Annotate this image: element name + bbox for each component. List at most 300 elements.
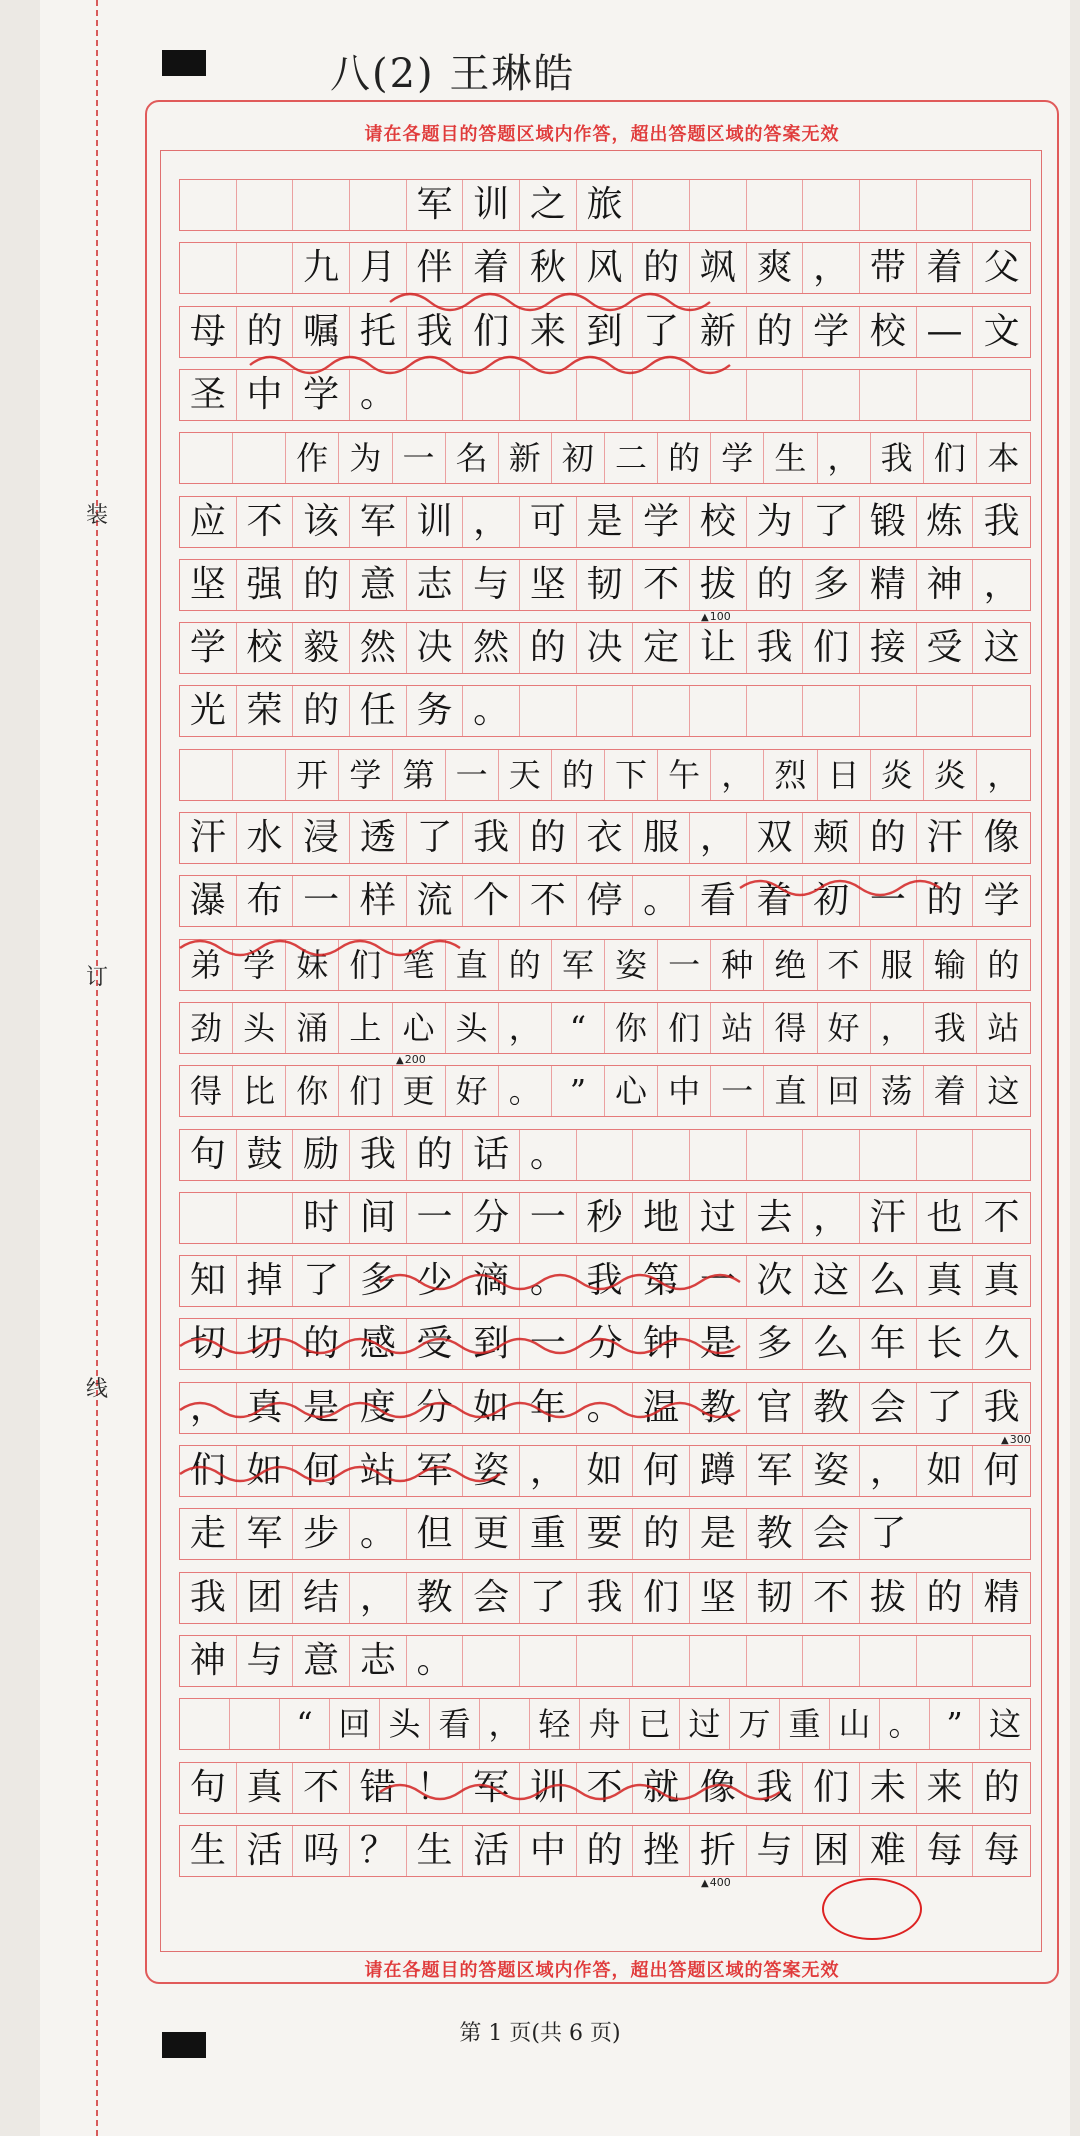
essay-cell: 教 (407, 1573, 464, 1623)
essay-cell: 团 (237, 1573, 294, 1623)
essay-cell: ， (803, 1193, 860, 1243)
binding-word-xian: 线 (85, 1377, 108, 1402)
essay-cell: 不 (577, 1763, 634, 1813)
essay-cell: 文 (983, 310, 1020, 352)
essay-cell: 万 (730, 1699, 780, 1749)
essay-cell: 温 (633, 1383, 690, 1433)
essay-cell (803, 180, 860, 230)
essay-cell: 了 (520, 1573, 577, 1623)
essay-cell: 布 (237, 876, 294, 926)
essay-cell (180, 1699, 230, 1749)
essay-cell: 如 (237, 1446, 294, 1496)
essay-cell: 。 (499, 1066, 552, 1116)
essay-cell: 要 (577, 1509, 634, 1559)
essay-cell: 初 (803, 876, 860, 926)
essay-cell: 午 (658, 750, 711, 800)
essay-cell: 意 (350, 560, 407, 610)
essay-cell (803, 370, 860, 420)
essay-cell: 比 (233, 1066, 286, 1116)
essay-cell: ， (350, 1573, 407, 1623)
essay-row (179, 1762, 1031, 1814)
essay-cell: 坚 (690, 1573, 747, 1623)
essay-cell: 真 (237, 1763, 294, 1813)
essay-cell: 弟 (180, 940, 233, 990)
essay-cell (633, 370, 690, 420)
essay-cell: 分 (407, 1383, 464, 1433)
essay-cell: 开 (286, 750, 339, 800)
essay-cell: 年 (860, 1319, 917, 1369)
essay-cell: 生 (180, 1826, 237, 1876)
essay-cell: 作 (286, 433, 339, 483)
essay-cell: 们 (803, 1763, 860, 1813)
essay-cell: 的 (499, 940, 552, 990)
essay-cell: 切 (237, 1319, 294, 1369)
essay-cell: 们 (924, 433, 977, 483)
essay-cell: 少 (407, 1256, 464, 1306)
essay-cell: 训 (407, 497, 464, 547)
essay-cell: 了 (870, 1513, 907, 1555)
essay-cell: 的 (407, 1130, 464, 1180)
essay-cell: 受 (917, 623, 974, 673)
essay-row (179, 685, 1031, 737)
essay-cell: 好 (446, 1066, 499, 1116)
essay-cell: 感 (350, 1319, 407, 1369)
essay-cell: 难 (860, 1826, 917, 1876)
essay-row (179, 1635, 1031, 1687)
top-answer-notice: 请在各题目的答题区域内作答，超出答题区域的答案无效 (364, 124, 840, 145)
essay-cell: 颊 (803, 813, 860, 863)
essay-cell: 。 (633, 876, 690, 926)
essay-cell: 真 (983, 1260, 1020, 1302)
essay-cell: 风 (577, 243, 634, 293)
essay-cell (237, 243, 294, 293)
word-count-marker: ▲ 400 (701, 1876, 731, 1889)
essay-cell: 心 (393, 1003, 446, 1053)
essay-cell: 得 (764, 1003, 817, 1053)
essay-row (179, 812, 1031, 864)
essay-cell: 一 (520, 1319, 577, 1369)
essay-cell: 们 (463, 307, 520, 357)
essay-cell: 过 (680, 1699, 730, 1749)
essay-cell: 如 (463, 1383, 520, 1433)
essay-cell: 步 (293, 1509, 350, 1559)
essay-cell: 服 (871, 940, 924, 990)
essay-cell (180, 433, 233, 483)
essay-cell: 间 (350, 1193, 407, 1243)
essay-cell (917, 180, 974, 230)
essay-cell: 如 (577, 1446, 634, 1496)
essay-cell: 么 (803, 1319, 860, 1369)
essay-cell: 学 (633, 497, 690, 547)
essay-cell: 与 (463, 560, 520, 610)
essay-cell: 的 (293, 686, 350, 736)
essay-cell: 神 (180, 1636, 237, 1686)
essay-cell: 之 (520, 180, 577, 230)
essay-cell: 荣 (237, 686, 294, 736)
essay-row (179, 1065, 1031, 1117)
essay-cell (293, 180, 350, 230)
essay-row (179, 242, 1031, 294)
essay-cell: 多 (350, 1256, 407, 1306)
essay-cell: 双 (747, 813, 804, 863)
essay-cell (917, 1636, 974, 1686)
essay-cell: 。 (350, 370, 407, 420)
essay-cell: 吗 (293, 1826, 350, 1876)
essay-row (179, 1129, 1031, 1181)
essay-cell: 一 (393, 433, 446, 483)
essay-cell: 该 (293, 497, 350, 547)
essay-cell: 一 (446, 750, 499, 800)
essay-cell: 轻 (530, 1699, 580, 1749)
essay-cell: 我 (747, 623, 804, 673)
essay-cell: 一 (658, 940, 711, 990)
essay-cell: 们 (339, 1066, 392, 1116)
essay-cell: 会 (463, 1573, 520, 1623)
essay-cell: 。 (350, 1509, 407, 1559)
essay-cell: 的 (860, 813, 917, 863)
essay-cell: 更 (393, 1066, 446, 1116)
essay-cell: 新 (499, 433, 552, 483)
essay-cell (233, 433, 286, 483)
essay-cell: 学 (233, 940, 286, 990)
essay-cell: 父 (983, 247, 1020, 289)
essay-cell: 新 (690, 307, 747, 357)
essay-cell: 烈 (764, 750, 817, 800)
essay-cell: 不 (237, 497, 294, 547)
essay-cell: 中 (237, 370, 294, 420)
essay-cell: 精 (983, 1576, 1020, 1618)
essay-cell: 们 (633, 1573, 690, 1623)
essay-row (179, 1318, 1031, 1370)
essay-cell: 托 (350, 307, 407, 357)
essay-cell: 军 (463, 1763, 520, 1813)
essay-cell (350, 180, 407, 230)
essay-cell: 中 (658, 1066, 711, 1116)
essay-cell: 的 (747, 560, 804, 610)
essay-cell: 重 (780, 1699, 830, 1749)
essay-cell: 一 (407, 1193, 464, 1243)
essay-cell: 切 (180, 1319, 237, 1369)
essay-cell (747, 1636, 804, 1686)
essay-cell (917, 686, 974, 736)
essay-cell: 汗 (860, 1193, 917, 1243)
essay-cell (180, 180, 237, 230)
essay-cell: 不 (983, 1196, 1020, 1238)
essay-cell (690, 686, 747, 736)
essay-cell (577, 1636, 634, 1686)
essay-cell: 军 (747, 1446, 804, 1496)
essay-cell: 着 (917, 243, 974, 293)
essay-cell: 官 (747, 1383, 804, 1433)
essay-cell: ， (871, 1003, 924, 1053)
essay-cell: 何 (633, 1446, 690, 1496)
essay-cell: 拔 (860, 1573, 917, 1623)
essay-row (179, 559, 1031, 611)
essay-cell: 着 (924, 1066, 977, 1116)
essay-cell: 拔 (690, 560, 747, 610)
essay-cell: 军 (552, 940, 605, 990)
essay-cell: 错 (350, 1763, 407, 1813)
essay-cell: 么 (860, 1256, 917, 1306)
essay-cell: 劲 (180, 1003, 233, 1053)
student-name-heading: 八(2) 王琳皓 (330, 51, 576, 97)
essay-cell: 我 (180, 1573, 237, 1623)
essay-cell: 但 (407, 1509, 464, 1559)
essay-cell: 会 (803, 1509, 860, 1559)
essay-cell: 下 (605, 750, 658, 800)
essay-cell: 初 (552, 433, 605, 483)
essay-cell: 精 (860, 560, 917, 610)
essay-cell: 应 (180, 497, 237, 547)
essay-cell: 姿 (605, 940, 658, 990)
essay-cell: 我 (983, 500, 1020, 542)
essay-cell: ， (180, 1383, 237, 1433)
essay-cell: 的 (520, 813, 577, 863)
essay-cell: 来 (917, 1763, 974, 1813)
essay-cell: 们 (180, 1446, 237, 1496)
essay-cell: ， (463, 497, 520, 547)
essay-cell: 们 (658, 1003, 711, 1053)
word-count-marker: ▲ 200 (396, 1053, 426, 1066)
essay-row (179, 496, 1031, 548)
essay-cell: 九 (293, 243, 350, 293)
essay-cell: 句 (180, 1130, 237, 1180)
essay-cell: 我 (350, 1130, 407, 1180)
essay-cell: 决 (407, 623, 464, 673)
essay-cell: 不 (803, 1573, 860, 1623)
essay-cell (633, 1130, 690, 1180)
essay-cell: 次 (747, 1256, 804, 1306)
essay-cell (803, 686, 860, 736)
essay-cell: 炎 (871, 750, 924, 800)
essay-cell: ， (983, 563, 1020, 605)
essay-cell: 飒 (690, 243, 747, 293)
essay-row (179, 1508, 1031, 1560)
essay-cell: 了 (407, 813, 464, 863)
essay-cell: 的 (747, 307, 804, 357)
essay-cell: 旅 (577, 180, 634, 230)
essay-cell: 分 (463, 1193, 520, 1243)
essay-cell: 山 (830, 1699, 880, 1749)
essay-cell: 直 (446, 940, 499, 990)
essay-cell: 每 (983, 1829, 1020, 1871)
essay-cell: 到 (463, 1319, 520, 1369)
essay-cell: 学 (983, 880, 1020, 922)
essay-cell: 一 (860, 876, 917, 926)
essay-cell (520, 1636, 577, 1686)
essay-cell: 走 (180, 1509, 237, 1559)
essay-cell: 定 (633, 623, 690, 673)
essay-cell: 多 (747, 1319, 804, 1369)
essay-cell (237, 1193, 294, 1243)
essay-cell: 的 (987, 945, 1020, 984)
essay-cell: ， (818, 433, 871, 483)
essay-cell: 透 (350, 813, 407, 863)
essay-cell: 我 (983, 1386, 1020, 1428)
correction-circle-mark (822, 1878, 922, 1940)
word-count-marker: ▲ 100 (701, 610, 731, 623)
essay-cell: 圣 (180, 370, 237, 420)
essay-cell (463, 1636, 520, 1686)
essay-cell: 是 (690, 1319, 747, 1369)
essay-cell (860, 1636, 917, 1686)
essay-cell: 你 (286, 1066, 339, 1116)
essay-cell: 更 (463, 1509, 520, 1559)
essay-cell (690, 370, 747, 420)
essay-cell: 炼 (917, 497, 974, 547)
word-count-marker: ▲ 300 (1001, 1433, 1031, 1446)
essay-cell: 输 (924, 940, 977, 990)
essay-cell: “ (552, 1003, 605, 1053)
essay-cell: 活 (463, 1826, 520, 1876)
essay-cell (973, 180, 1030, 230)
page-number: 第 1 页(共 6 页) (459, 2021, 621, 2046)
binding-word-ding: 订 (85, 965, 108, 990)
essay-cell: 折 (690, 1826, 747, 1876)
essay-cell: 汗 (180, 813, 237, 863)
essay-cell: 真 (237, 1383, 294, 1433)
essay-cell: 掉 (237, 1256, 294, 1306)
essay-cell: 天 (499, 750, 552, 800)
essay-cell: 受 (407, 1319, 464, 1369)
essay-cell: 锻 (860, 497, 917, 547)
essay-cell: 何 (293, 1446, 350, 1496)
essay-cell: 去 (747, 1193, 804, 1243)
essay-cell: 生 (764, 433, 817, 483)
essay-cell: ， (690, 813, 747, 863)
essay-cell: 韧 (747, 1573, 804, 1623)
essay-cell: 的 (552, 750, 605, 800)
essay-cell: ， (987, 755, 1020, 794)
essay-cell: 与 (747, 1826, 804, 1876)
essay-cell: 回 (330, 1699, 380, 1749)
essay-cell: ， (499, 1003, 552, 1053)
essay-cell: 接 (860, 623, 917, 673)
essay-cell: 蹲 (690, 1446, 747, 1496)
essay-cell: ” (930, 1699, 980, 1749)
essay-cell (973, 686, 1030, 736)
essay-cell: 过 (690, 1193, 747, 1243)
essay-cell: 个 (463, 876, 520, 926)
essay-cell: 也 (917, 1193, 974, 1243)
essay-cell (577, 686, 634, 736)
essay-cell (803, 1636, 860, 1686)
essay-cell: 这 (987, 1072, 1020, 1111)
essay-cell: 们 (339, 940, 392, 990)
essay-cell: 鼓 (237, 1130, 294, 1180)
essay-cell: 滴 (463, 1256, 520, 1306)
essay-cell: 的 (293, 1319, 350, 1369)
essay-cell: ， (860, 1446, 917, 1496)
essay-cell: 活 (237, 1826, 294, 1876)
essay-cell: 的 (917, 1573, 974, 1623)
essay-cell (917, 1130, 974, 1180)
essay-cell (860, 370, 917, 420)
essay-cell (973, 1636, 1030, 1686)
essay-cell (577, 1130, 634, 1180)
essay-row (179, 369, 1031, 421)
essay-cell: 站 (350, 1446, 407, 1496)
essay-cell: 这 (988, 1705, 1021, 1744)
essay-cell: 带 (860, 243, 917, 293)
essay-cell: 长 (917, 1319, 974, 1369)
essay-cell: 神 (917, 560, 974, 610)
essay-cell: 如 (917, 1446, 974, 1496)
essay-row (179, 622, 1031, 674)
essay-cell (230, 1699, 280, 1749)
essay-cell: 这 (803, 1256, 860, 1306)
essay-cell: 瀑 (180, 876, 237, 926)
essay-cell: 我 (577, 1573, 634, 1623)
essay-cell: 可 (520, 497, 577, 547)
essay-cell (973, 1130, 1030, 1180)
essay-cell: 像 (983, 817, 1020, 858)
essay-row (179, 1445, 1031, 1497)
essay-cell: 像 (690, 1763, 747, 1813)
essay-cell: 笔 (393, 940, 446, 990)
essay-cell: 的 (237, 307, 294, 357)
binding-word-zhuang: 装 (85, 503, 108, 528)
essay-cell: 停 (577, 876, 634, 926)
essay-cell: 重 (520, 1509, 577, 1559)
essay-cell: 伴 (407, 243, 464, 293)
essay-cell: 中 (520, 1826, 577, 1876)
essay-cell: 的 (293, 560, 350, 610)
essay-cell: 强 (237, 560, 294, 610)
top-registration-marker (162, 50, 206, 76)
essay-cell: 不 (633, 560, 690, 610)
essay-cell: 第 (393, 750, 446, 800)
essay-cell: 知 (180, 1256, 237, 1306)
essay-cell: 。 (463, 686, 520, 736)
essay-cell: 的 (658, 433, 711, 483)
essay-cell: 。 (880, 1699, 930, 1749)
essay-cell: 训 (463, 180, 520, 230)
essay-cell: 水 (237, 813, 294, 863)
essay-cell: 爽 (747, 243, 804, 293)
essay-cell (860, 180, 917, 230)
essay-cell: 服 (633, 813, 690, 863)
bottom-answer-notice: 请在各题目的答题区域内作答，超出答题区域的答案无效 (364, 1960, 840, 1981)
essay-cell: 学 (803, 307, 860, 357)
essay-cell: 决 (577, 623, 634, 673)
essay-cell: 。 (407, 1636, 464, 1686)
essay-cell: 军 (237, 1509, 294, 1559)
essay-cell (690, 1636, 747, 1686)
essay-cell: 毅 (293, 623, 350, 673)
essay-cell (520, 686, 577, 736)
essay-cell (633, 180, 690, 230)
essay-cell (407, 370, 464, 420)
essay-cell: 何 (983, 1450, 1020, 1491)
essay-cell: 。 (577, 1383, 634, 1433)
essay-cell: 荡 (871, 1066, 924, 1116)
essay-cell: 校 (690, 497, 747, 547)
essay-row (179, 1382, 1031, 1434)
essay-cell: 未 (860, 1763, 917, 1813)
essay-row (179, 179, 1031, 231)
essay-cell: 着 (463, 243, 520, 293)
essay-cell: 日 (818, 750, 871, 800)
essay-cell: 上 (339, 1003, 392, 1053)
essay-cell: 生 (407, 1826, 464, 1876)
essay-cell (237, 180, 294, 230)
essay-cell (690, 180, 747, 230)
essay-cell: 久 (983, 1323, 1020, 1365)
essay-cell: 母 (180, 307, 237, 357)
essay-cell: ， (803, 243, 860, 293)
essay-cell: 姿 (463, 1446, 520, 1496)
